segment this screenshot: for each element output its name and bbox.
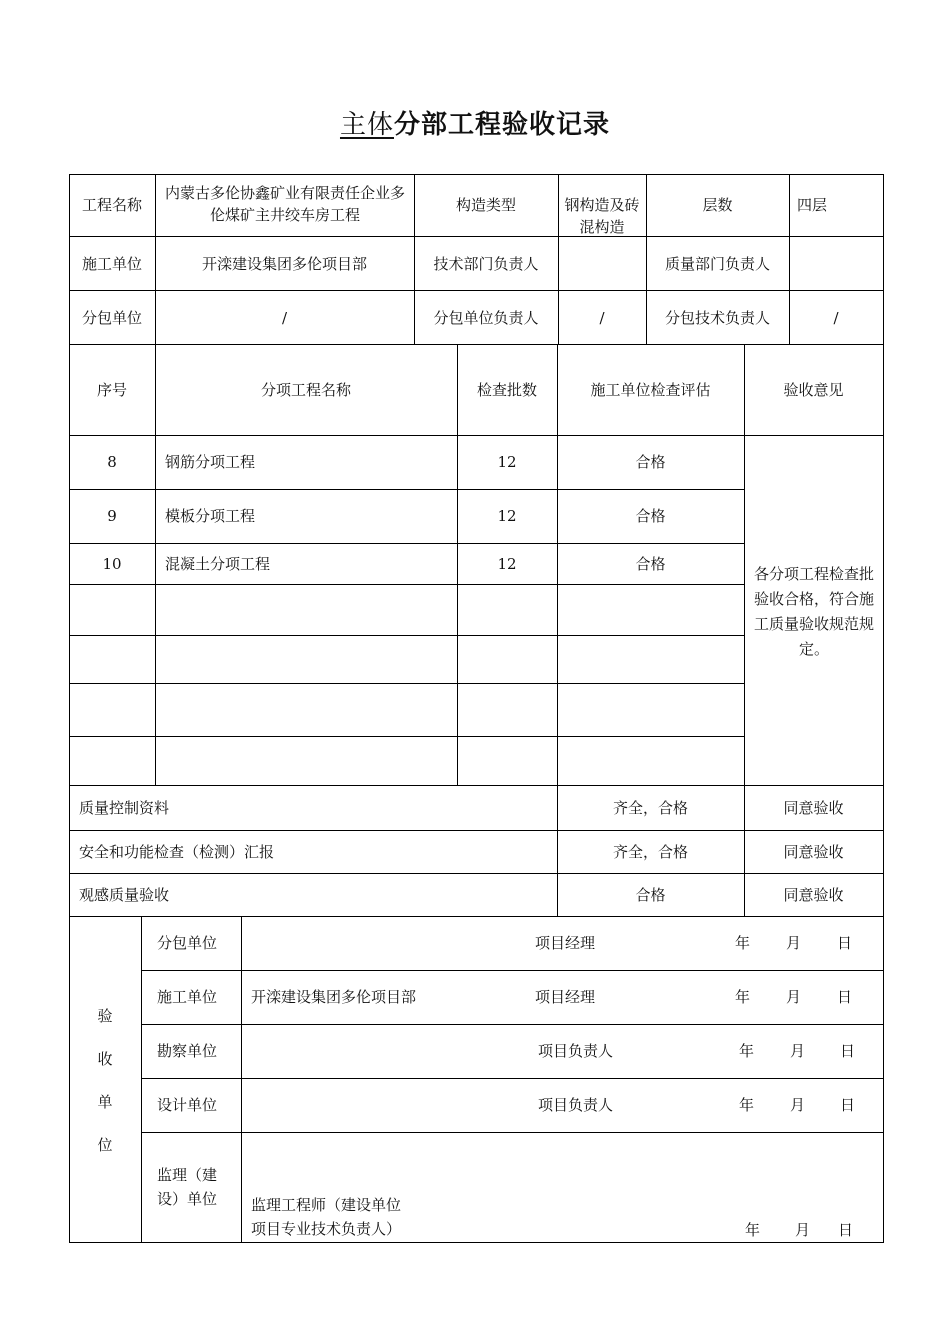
acceptance-unit-name: 开滦建设集团多伦项目部	[251, 988, 417, 1006]
col-header-batches: 检查批数	[476, 381, 537, 399]
summary-evaluation-appearance: 合格	[635, 886, 666, 904]
date-month: 月	[795, 1221, 811, 1239]
table-row-evaluation: 合格	[635, 507, 666, 525]
summary-label-appearance: 观感质量验收	[79, 886, 170, 904]
project-name-label: 工程名称	[81, 196, 142, 214]
tech-dept-head-label: 技术部门负责人	[433, 255, 539, 273]
title-part-1: 主体	[339, 110, 394, 140]
quality-dept-head-label: 质量部门负责人	[664, 255, 770, 273]
border-line	[69, 683, 744, 684]
border-line	[69, 174, 70, 1243]
table-row-batches: 12	[497, 453, 517, 471]
construction-unit-label: 施工单位	[81, 255, 142, 273]
subcontract-unit-head-label: 分包单位负责人	[433, 309, 539, 327]
border-line	[69, 236, 884, 237]
table-row-batches: 12	[497, 507, 517, 525]
date-day: 日	[840, 1096, 856, 1114]
table-row-no: 8	[107, 453, 117, 471]
border-line	[69, 290, 884, 291]
date-month: 月	[786, 988, 802, 1006]
acceptance-group-char: 验	[97, 1007, 113, 1025]
table-row-no: 10	[102, 555, 122, 573]
table-row-evaluation: 合格	[635, 453, 666, 471]
date-month: 月	[786, 934, 802, 952]
acceptance-group-char: 单	[97, 1093, 113, 1111]
supervision-role-line1: 监理工程师（建设单位	[251, 1196, 402, 1214]
border-line	[69, 736, 744, 737]
border-line	[744, 344, 745, 916]
border-line	[69, 489, 744, 490]
acceptance-unit-label: 设计单位	[157, 1096, 218, 1114]
border-line	[69, 830, 884, 831]
supervision-unit-label-line1: 监理（建	[157, 1166, 218, 1184]
acceptance-unit-label: 分包单位	[157, 934, 218, 952]
supervision-unit-label-line2: 设）单位	[157, 1190, 218, 1208]
acceptance-role: 项目经理	[535, 934, 596, 952]
subcontract-unit-head-value: /	[599, 309, 605, 327]
acceptance-role: 项目经理	[535, 988, 596, 1006]
date-day: 日	[837, 988, 853, 1006]
border-line	[69, 584, 744, 585]
acceptance-role: 项目负责人	[538, 1042, 614, 1060]
border-line	[69, 916, 884, 917]
table-row-batches: 12	[497, 555, 517, 573]
floors-label: 层数	[702, 196, 733, 214]
date-day: 日	[837, 934, 853, 952]
border-line	[69, 435, 884, 436]
floors-value: 四层	[797, 196, 828, 214]
title-part-2: 分部工程验收记录	[394, 110, 611, 140]
border-line	[141, 1024, 884, 1025]
subcontract-tech-head-value: /	[833, 309, 839, 327]
summary-opinion-quality-control: 同意验收	[783, 799, 844, 817]
col-header-no: 序号	[96, 381, 127, 399]
acceptance-group-char: 收	[97, 1050, 113, 1068]
subcontract-unit-label: 分包单位	[81, 309, 142, 327]
border-line	[69, 1242, 884, 1243]
supervision-role-line2: 项目专业技术负责人）	[251, 1220, 402, 1238]
border-line	[69, 635, 744, 636]
col-header-item-name: 分项工程名称	[260, 381, 351, 399]
date-year: 年	[739, 1042, 755, 1060]
acceptance-unit-label: 勘察单位	[157, 1042, 218, 1060]
border-line	[69, 543, 744, 544]
border-line	[883, 174, 884, 1243]
subcontract-tech-head-label: 分包技术负责人	[664, 309, 770, 327]
structure-type-label: 构造类型	[455, 196, 516, 214]
date-year: 年	[745, 1221, 761, 1239]
date-year: 年	[735, 934, 751, 952]
date-month: 月	[790, 1042, 806, 1060]
table-row-evaluation: 合格	[635, 555, 666, 573]
summary-opinion-safety-check: 同意验收	[783, 843, 844, 861]
border-line	[141, 1078, 884, 1079]
table-row-no: 9	[107, 507, 117, 525]
summary-opinion-appearance: 同意验收	[783, 886, 844, 904]
border-line	[141, 970, 884, 971]
border-line	[557, 344, 558, 916]
summary-evaluation-quality-control: 齐全，合格	[612, 799, 688, 817]
summary-label-quality-control: 质量控制资料	[79, 799, 170, 817]
border-line	[141, 1132, 884, 1133]
date-month: 月	[790, 1096, 806, 1114]
items-opinion: 各分项工程检查批验收合格，符合施工质量验收规范规定。	[753, 565, 874, 658]
construction-unit-value: 开滦建设集团多伦项目部	[201, 255, 367, 273]
table-row-name: 钢筋分项工程	[165, 453, 256, 471]
col-header-opinion: 验收意见	[783, 381, 844, 399]
table-row-name: 混凝土分项工程	[165, 555, 271, 573]
acceptance-group-char: 位	[97, 1136, 113, 1154]
page-title	[0, 104, 950, 141]
border-line	[141, 916, 142, 1243]
acceptance-record-table	[69, 174, 884, 1243]
project-name-value: 内蒙古多伦协鑫矿业有限责任企业多伦煤矿主井绞车房工程	[164, 184, 405, 224]
border-line	[69, 344, 884, 345]
summary-label-safety-check: 安全和功能检查（检测）汇报	[79, 843, 275, 861]
border-line	[69, 785, 884, 786]
border-line	[241, 916, 242, 1243]
structure-type-value: 钢构造及砖混构造	[564, 196, 640, 236]
subcontract-unit-value: /	[281, 309, 288, 327]
summary-evaluation-safety-check: 齐全，合格	[612, 843, 688, 861]
table-row-name: 模板分项工程	[165, 507, 256, 525]
date-year: 年	[735, 988, 751, 1006]
border-line	[69, 174, 884, 175]
acceptance-role: 项目负责人	[538, 1096, 614, 1114]
border-line	[69, 873, 884, 874]
date-day: 日	[840, 1042, 856, 1060]
date-day: 日	[838, 1221, 854, 1239]
date-year: 年	[739, 1096, 755, 1114]
acceptance-unit-label: 施工单位	[157, 988, 218, 1006]
col-header-evaluation: 施工单位检查评估	[590, 381, 711, 399]
